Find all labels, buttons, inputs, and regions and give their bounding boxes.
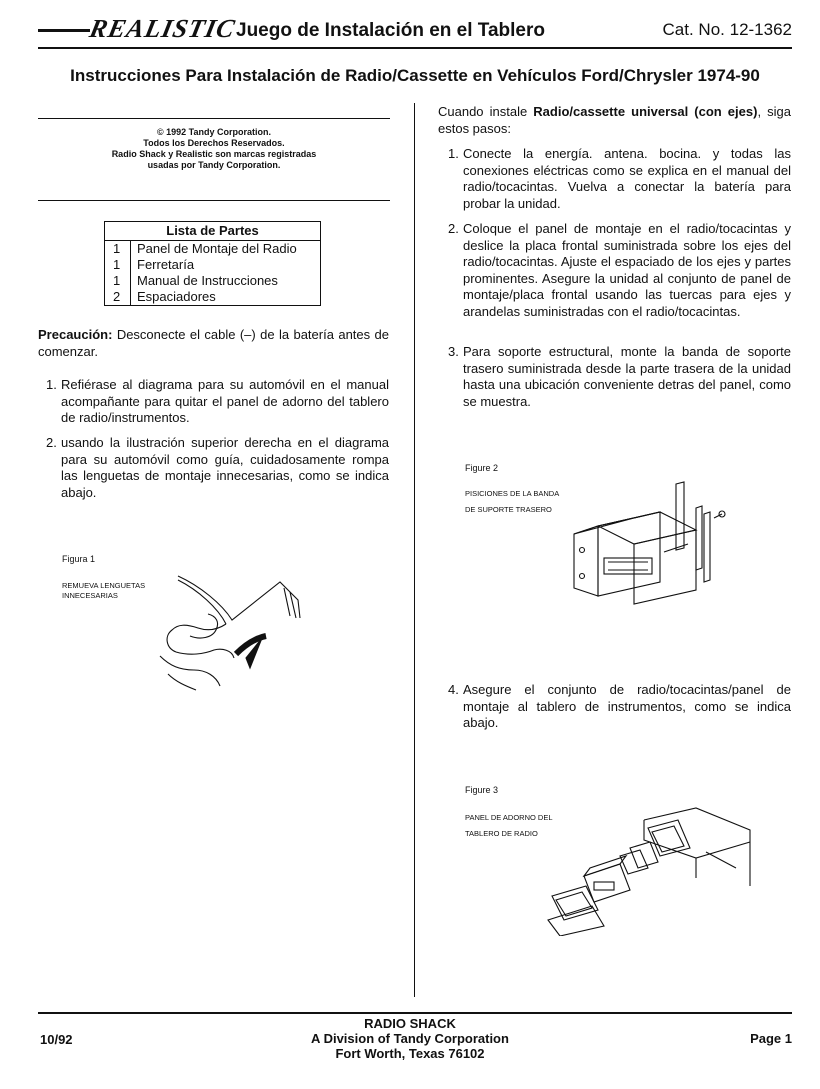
- figure-3-illustration: [546, 806, 752, 936]
- figure-caption-line: PANEL DE ADORNO DEL: [465, 813, 553, 822]
- step-number: 3.: [448, 344, 459, 359]
- figure-label: Figure 2: [465, 463, 499, 473]
- footer-date: 10/92: [40, 1032, 73, 1047]
- step-text: Asegure el conjunto de radio/tocacintas/panel de montaje al tablero de instrumentos, como se indica abajo.: [463, 682, 791, 730]
- parts-list-table: [104, 221, 321, 306]
- figure-caption-line: DE SUPORTE TRASERO: [465, 505, 552, 514]
- part-qty: 1: [105, 273, 131, 289]
- part-qty: 2: [105, 289, 131, 306]
- caution-label: Precaución:: [38, 327, 113, 342]
- footer-company-block: [240, 1016, 580, 1061]
- copyright-line: usadas por Tandy Corporation.: [147, 160, 281, 170]
- copyright-line: Radio Shack y Realistic son marcas registradas: [111, 149, 317, 159]
- figure-label: Figure 3: [465, 785, 499, 795]
- copyright-notice: [38, 127, 390, 171]
- header-title: Juego de Instalación en el Tablero: [236, 20, 546, 41]
- header-rule-left: [38, 29, 90, 32]
- footer-division: A Division of Tandy Corporation: [311, 1031, 509, 1046]
- step-text: Conecte la energía. antena. bocina. y todas las conexiones eléctricas como se explica en el manual del radio/tocacintas. Vuelva a conectar la batería para probar la unidad.: [463, 146, 791, 211]
- part-qty: 1: [105, 257, 131, 273]
- caution-paragraph: [38, 327, 389, 360]
- part-qty: 1: [105, 241, 131, 258]
- part-name: Manual de Instrucciones: [137, 273, 278, 288]
- copyright-line: Todos los Derechos Reservados.: [143, 138, 285, 148]
- table-row: [105, 257, 321, 273]
- figure-caption-line: REMUEVA LENGUETAS: [62, 581, 146, 590]
- step-text: Refiérase al diagrama para su automóvil en el manual acompañante para quitar el panel de adorno del tablero de radio/instrumentos.: [61, 377, 389, 425]
- document-header: [38, 14, 792, 48]
- footer-address: Fort Worth, Texas 76102: [335, 1046, 485, 1061]
- brand-logo: REALISTIC: [87, 14, 239, 43]
- figure-caption: [62, 581, 145, 601]
- parts-list-title: Lista de Partes: [105, 222, 321, 241]
- figure-1-illustration: [150, 566, 310, 702]
- part-name: Ferretaría: [137, 257, 195, 272]
- copyright-box: [38, 118, 390, 201]
- footer-rule: [38, 1012, 792, 1014]
- step-number: 2.: [448, 221, 459, 236]
- page-number: Page 1: [750, 1031, 792, 1046]
- intro-tail: , siga estos pasos:: [438, 104, 791, 136]
- table-row: [105, 241, 321, 258]
- copyright-line: © 1992 Tandy Corporation.: [157, 127, 271, 137]
- main-title: Instrucciones Para Instalación de Radio/Cassette en Vehículos Ford/Chrysler 1974-90: [70, 66, 760, 85]
- catalog-number: Cat. No. 12-1362: [662, 20, 792, 39]
- figure-caption-line: TABLERO DE RADIO: [465, 829, 538, 838]
- header-rule: [38, 47, 792, 49]
- figure-caption-line: INNECESARIAS: [62, 591, 118, 600]
- step-number: 1.: [46, 377, 57, 392]
- intro-paragraph: [438, 104, 791, 137]
- figure-2-illustration: [568, 478, 734, 608]
- intro-bold: Radio/cassette universal (con ejes): [533, 104, 758, 119]
- figure-label: Figura 1: [62, 554, 96, 564]
- footer-company: RADIO SHACK: [364, 1016, 456, 1031]
- step-text: Para soporte estructural, monte la banda de soporte trasero suministrada desde la parte trasera de la unidad hasta una ubicación conveniente detras del panel, como se muestra.: [463, 344, 791, 409]
- figure-caption-line: PISICIONES DE LA BANDA: [465, 489, 560, 498]
- step-number: 4.: [448, 682, 459, 697]
- table-row: [105, 289, 321, 306]
- caution-text: Desconecte el cable (–) de la batería antes de comenzar.: [38, 327, 389, 359]
- step-text: Coloque el panel de montaje en el radio/tocacintas y deslice la placa frontal suministrada sobre los ejes del radio/tocacintas. Ajuste el espaciado de los ejes y partes prominentes. Asegure la unidad al conjunto de panel de montaje/placa frontal usando las tuercas para ejes y arandelas suministradas con el radio/tocacintas.: [463, 221, 791, 319]
- part-name: Espaciadores: [137, 289, 216, 304]
- step-number: 1.: [448, 146, 459, 161]
- figure-caption: [465, 486, 559, 518]
- intro-lead: Cuando instale: [438, 104, 534, 119]
- figure-caption: [465, 810, 553, 842]
- step-text: usando la ilustración superior derecha en el diagrama para su automóvil como guía, cuidadosamente rompa las lenguetas de montaje innecesarias, como se indica abajo.: [61, 435, 389, 500]
- column-divider: [414, 103, 415, 997]
- table-row: [105, 273, 321, 289]
- part-name: Panel de Montaje del Radio: [137, 241, 297, 256]
- step-number: 2.: [46, 435, 57, 450]
